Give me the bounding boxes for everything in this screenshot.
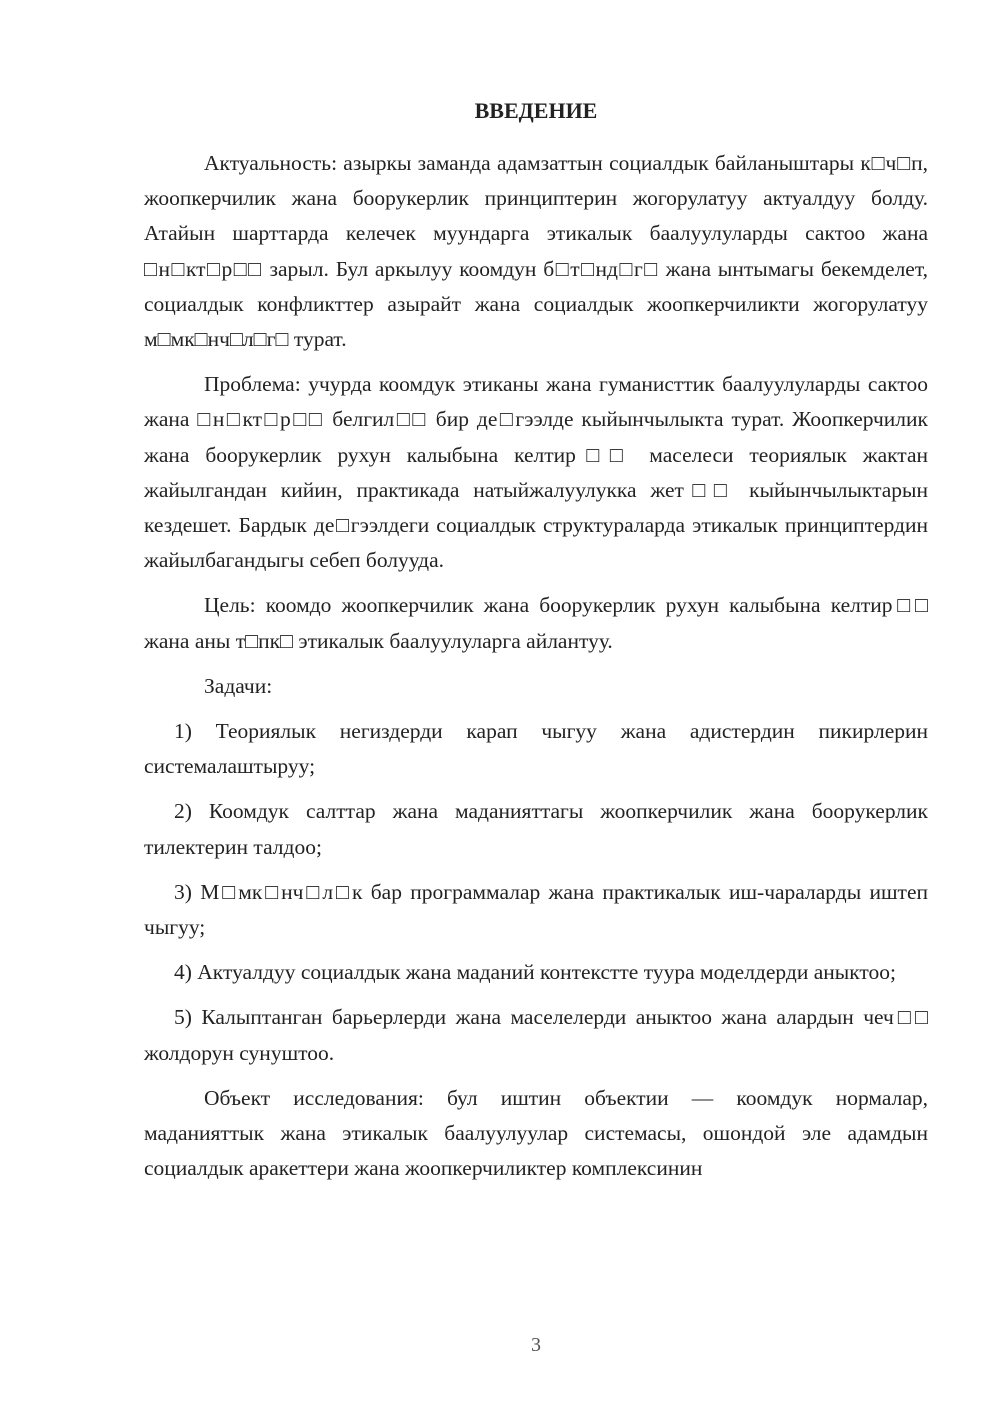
document-page bbox=[144, 93, 928, 1186]
task-item-5: 5) Калыптанган барьерлерди жана маселелерди аныктоо жана алардын чеч□□ жолдорун сунуштоо. bbox=[144, 1005, 928, 1065]
paragraph-relevance: Актуальность: азыркы заманда адамзаттын социалдык байланыштары к□ч□п, жоопкерчилик жана боорукерлик принциптерин жогорулатуу актуалдуу болду. Атайын шарттарда келечек муундарга этикалык баалуулуларды сактоо жана □н□кт□р□□ зарыл. Бул аркылуу коомдун б□т□нд□г□ жана ынтымагы бекемделет, социалдык конфликттер азырайт жана социалдык жоопкерчиликти жогорулатуу м□мк□нч□л□г□ турат. bbox=[144, 151, 928, 352]
paragraph-goal: Цель: коомдо жоопкерчилик жана боорукерлик рухун калыбына келтир□□ жана аны т□пк□ этикалык баалуулуларга айлантуу. bbox=[144, 593, 928, 653]
task-item-4: 4) Актуалдуу социалдык жана маданий контекстте туура моделдерди аныктоо; bbox=[174, 960, 896, 985]
paragraph-object: Объект исследования: бул иштин объектии — коомдук нормалар, маданияттык жана этикалык баалуулуулар системасы, ошондой эле адамдын социалдык аракеттери жана жоопкерчиликтер комплексинин bbox=[144, 1085, 928, 1181]
section-title: ВВЕДЕНИЕ bbox=[474, 98, 598, 123]
paragraph-tasks-heading: Задачи: bbox=[204, 673, 273, 698]
paragraph-problem: Проблема: учурда коомдук этиканы жана гуманисттик баалуулуларды сактоо жана □н□кт□р□□ белгил□□ бир де□гээлде кыйынчылыкта турат. Жоопкерчилик жана боорукерлик рухун калыбына келтир□□ маселеси теориялык жактан жайылгандан кийин, практикада натыйжалуулукка жет□□ кыйынчылыктарын кездешет. Бардык де□гээлдеги социалдык структураларда этикалык принциптердин жайылбагандыгы себеп болууда. bbox=[144, 372, 928, 573]
page-number: 3 bbox=[531, 1334, 541, 1356]
task-item-1: 1) Теориялык негиздерди карап чыгуу жана адистердин пикирлерин системалаштыруу; bbox=[144, 719, 928, 779]
task-item-2: 2) Коомдук салттар жана маданияттагы жоопкерчилик жана боорукерлик тилектерин талдоо; bbox=[144, 799, 928, 859]
task-item-3: 3) М□мк□нч□л□к бар программалар жана практикалык иш-чараларды иштеп чыгуу; bbox=[144, 879, 928, 940]
